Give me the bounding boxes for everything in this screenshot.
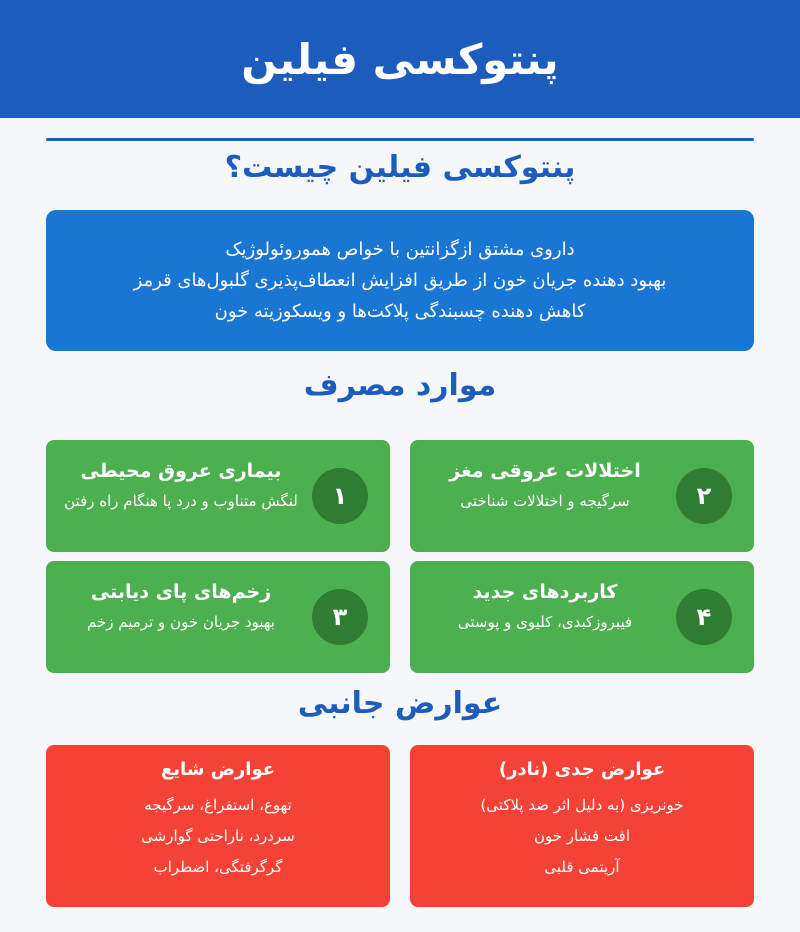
common-side-effects-card (46, 745, 390, 907)
use-description: لنگش متناوب و درد پا هنگام راه رفتن (64, 492, 298, 510)
serious-side-effects-card (410, 745, 754, 907)
use-card (46, 561, 390, 673)
use-title: اختلالات عروقی مغز (449, 460, 641, 482)
use-number-badge: ۴ (676, 589, 732, 645)
use-description: فیبروزکبدی، کلیوی و پوستی (457, 613, 633, 631)
side-effect-line: تهوع، استفراغ، سرگیجه (144, 796, 292, 814)
use-number-badge: ۳ (312, 589, 368, 645)
use-card (46, 440, 390, 552)
section-divider (46, 138, 754, 141)
definition-line: داروی مشتق ازگزانتین با خواص هموروئولوژیک (225, 239, 575, 260)
definition-line: بهبود دهنده جریان خون از طریق افزایش انعطاف‌پذیری گلبول‌های قرمز (133, 270, 667, 291)
serious-side-effects-title: عوارض جدی (نادر) (498, 759, 666, 780)
page-header (0, 0, 800, 118)
side-effect-line: سردرد، ناراحتی گوارشی (141, 827, 295, 845)
use-number-badge: ۱ (312, 468, 368, 524)
use-title: کاربردهای جدید (472, 581, 618, 603)
use-title: بیماری عروق محیطی (80, 460, 282, 482)
what-is-heading: پنتوکسی فیلین چیست؟ (224, 150, 576, 185)
uses-heading: موارد مصرف (303, 368, 497, 403)
definition-box (46, 210, 754, 351)
definition-line: کاهش دهنده چسبندگی پلاکت‌ها و ویسکوزیته خون (214, 301, 586, 322)
side-effect-line: افت فشار خون (533, 827, 630, 845)
use-card (410, 440, 754, 552)
common-side-effects-title: عوارض شایع (160, 759, 276, 780)
side-effect-line: خونریزی (به دلیل اثر ضد پلاکتی) (480, 796, 684, 814)
use-title: زخم‌های پای دیابتی (90, 581, 272, 603)
page-title: پنتوکسی فیلین (241, 34, 559, 84)
use-description: سرگیجه و اختلالات شناختی (460, 492, 630, 510)
use-card (410, 561, 754, 673)
use-description: بهبود جریان خون و ترمیم زخم (87, 613, 275, 631)
side-effects-heading: عوارض جانبی (297, 686, 503, 721)
side-effect-line: آریتمی قلبی (544, 858, 620, 876)
side-effect-line: گرگرفتگی، اضطراب (153, 858, 283, 876)
use-number-badge: ۲ (676, 468, 732, 524)
